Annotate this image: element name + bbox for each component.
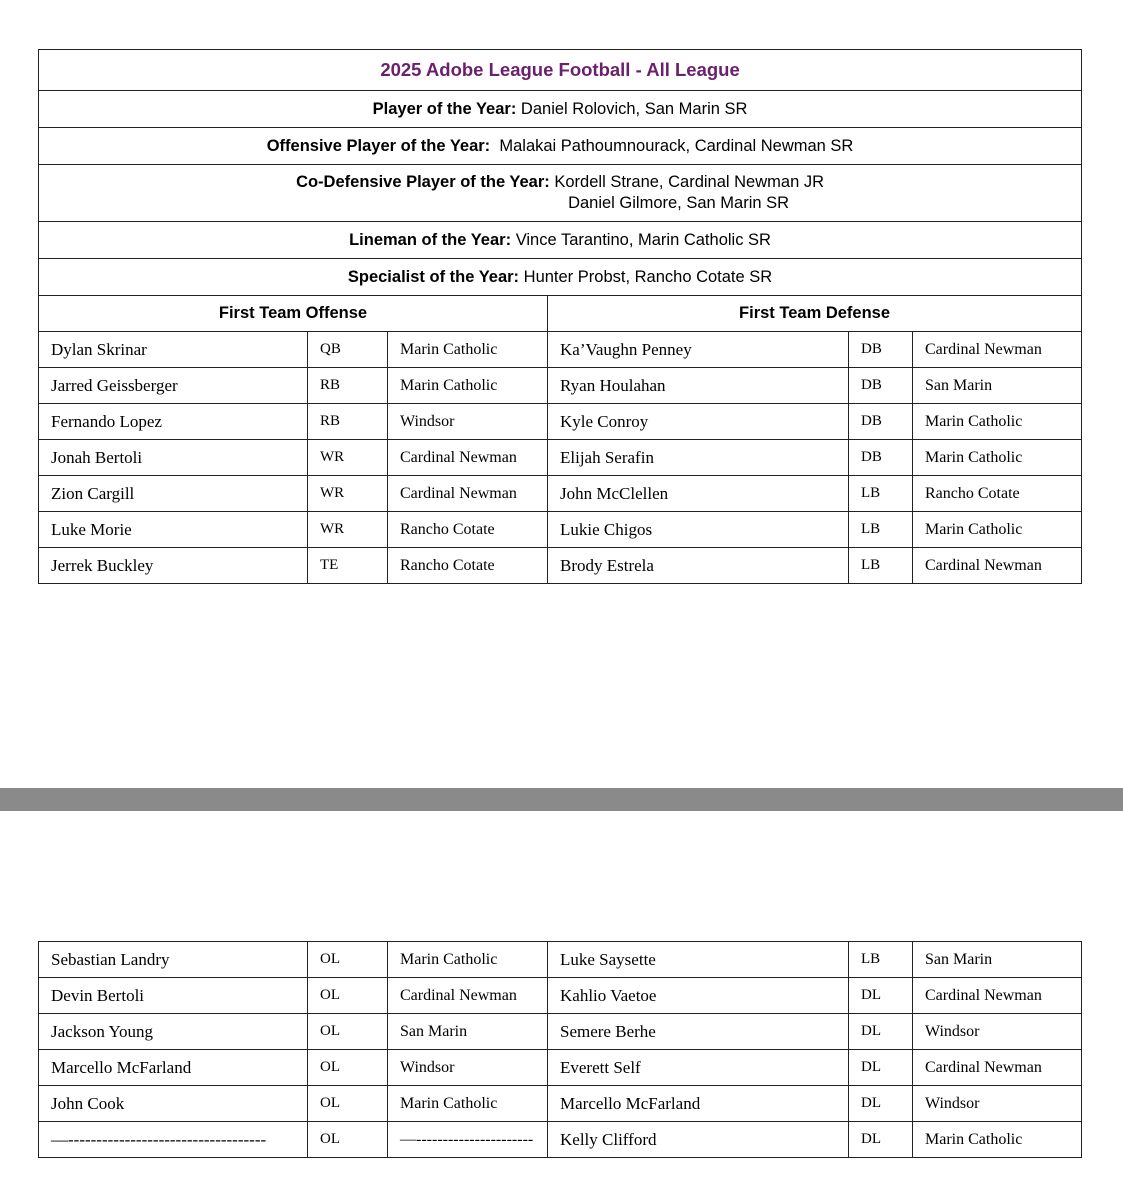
defense-player-name: Brody Estrela xyxy=(548,548,849,584)
defense-position: DL xyxy=(849,1050,913,1086)
title-row xyxy=(39,50,1082,91)
offense-school: Windsor xyxy=(388,1050,548,1086)
offense-player-name: Jonah Bertoli xyxy=(39,440,308,476)
offense-school: Marin Catholic xyxy=(388,942,548,978)
section-header-row xyxy=(39,296,1082,332)
offense-school: —---------------------- xyxy=(388,1122,548,1158)
table-row xyxy=(39,476,1082,512)
co-defensive-line-1 xyxy=(296,172,824,193)
table-row xyxy=(39,1014,1082,1050)
defense-position: LB xyxy=(849,476,913,512)
award-co-defensive-player-of-year xyxy=(39,165,1082,222)
offense-player-name: Devin Bertoli xyxy=(39,978,308,1014)
table-row xyxy=(39,368,1082,404)
defense-position: LB xyxy=(849,512,913,548)
award-value: Daniel Rolovich, San Marin SR xyxy=(520,99,748,118)
award-offensive-player-of-year xyxy=(39,128,1082,165)
award-row xyxy=(39,259,1082,296)
co-defensive-wrap xyxy=(296,172,824,214)
defense-school: San Marin xyxy=(913,368,1082,404)
offense-position: OL xyxy=(308,1050,388,1086)
page-divider xyxy=(0,788,1123,811)
offense-player-name: Marcello McFarland xyxy=(39,1050,308,1086)
table-row xyxy=(39,332,1082,368)
offense-school: Rancho Cotate xyxy=(388,512,548,548)
defense-school: Cardinal Newman xyxy=(913,1050,1082,1086)
award-row xyxy=(39,222,1082,259)
award-value: Malakai Pathoumnourack, Cardinal Newman SR xyxy=(499,136,854,155)
offense-school: Cardinal Newman xyxy=(388,476,548,512)
offense-position: WR xyxy=(308,512,388,548)
player-rows-continued xyxy=(39,942,1082,1158)
award-specialist-of-year xyxy=(39,259,1082,296)
award-label: Offensive Player of the Year: xyxy=(266,136,491,155)
offense-school: Marin Catholic xyxy=(388,1086,548,1122)
offense-player-name: Luke Morie xyxy=(39,512,308,548)
defense-player-name: Ka’Vaughn Penney xyxy=(548,332,849,368)
award-row xyxy=(39,91,1082,128)
defense-position: DB xyxy=(849,332,913,368)
defense-position: DL xyxy=(849,978,913,1014)
award-label: Player of the Year: xyxy=(372,99,517,118)
offense-position: OL xyxy=(308,942,388,978)
table-row xyxy=(39,512,1082,548)
offense-player-name: —----------------------------------- xyxy=(39,1122,308,1158)
offense-school: San Marin xyxy=(388,1014,548,1050)
defense-player-name: Lukie Chigos xyxy=(548,512,849,548)
award-label: Specialist of the Year: xyxy=(347,267,520,286)
offense-player-name: Sebastian Landry xyxy=(39,942,308,978)
defense-school: Cardinal Newman xyxy=(913,978,1082,1014)
defense-player-name: Kahlio Vaetoe xyxy=(548,978,849,1014)
defense-position: DB xyxy=(849,404,913,440)
defense-school: Cardinal Newman xyxy=(913,332,1082,368)
award-value: Hunter Probst, Rancho Cotate SR xyxy=(523,267,773,286)
defense-school: San Marin xyxy=(913,942,1082,978)
offense-player-name: John Cook xyxy=(39,1086,308,1122)
award-value: Vince Tarantino, Marin Catholic SR xyxy=(515,230,771,249)
table-row xyxy=(39,1086,1082,1122)
offense-player-name: Zion Cargill xyxy=(39,476,308,512)
offense-position: WR xyxy=(308,476,388,512)
offense-player-name: Dylan Skrinar xyxy=(39,332,308,368)
document-title: 2025 Adobe League Football - All League xyxy=(39,50,1082,91)
defense-player-name: Kyle Conroy xyxy=(548,404,849,440)
award-player-of-year xyxy=(39,91,1082,128)
award-row xyxy=(39,128,1082,165)
defense-school: Marin Catholic xyxy=(913,440,1082,476)
defense-position: DL xyxy=(849,1014,913,1050)
defense-player-name: Semere Berhe xyxy=(548,1014,849,1050)
offense-player-name: Jackson Young xyxy=(39,1014,308,1050)
table-row xyxy=(39,440,1082,476)
offense-position: QB xyxy=(308,332,388,368)
first-team-defense-header: First Team Defense xyxy=(548,296,1082,332)
all-league-table-continued xyxy=(38,941,1082,1158)
first-team-offense-header: First Team Offense xyxy=(39,296,548,332)
table-row xyxy=(39,978,1082,1014)
defense-player-name: Elijah Serafin xyxy=(548,440,849,476)
offense-school: Cardinal Newman xyxy=(388,440,548,476)
offense-school: Marin Catholic xyxy=(388,368,548,404)
defense-player-name: Everett Self xyxy=(548,1050,849,1086)
offense-position: OL xyxy=(308,1014,388,1050)
all-league-table xyxy=(38,49,1082,584)
defense-position: LB xyxy=(849,942,913,978)
defense-school: Marin Catholic xyxy=(913,1122,1082,1158)
defense-school: Marin Catholic xyxy=(913,404,1082,440)
defense-school: Windsor xyxy=(913,1086,1082,1122)
offense-school: Windsor xyxy=(388,404,548,440)
award-value-secondary: Daniel Gilmore, San Marin SR xyxy=(568,194,790,212)
table-row xyxy=(39,404,1082,440)
defense-player-name: Luke Saysette xyxy=(548,942,849,978)
player-rows xyxy=(39,332,1082,584)
defense-position: DL xyxy=(849,1086,913,1122)
award-label: Lineman of the Year: xyxy=(349,230,512,249)
top-table-body xyxy=(39,50,1082,332)
offense-position: OL xyxy=(308,1086,388,1122)
award-value: Kordell Strane, Cardinal Newman JR xyxy=(554,173,824,191)
defense-school: Rancho Cotate xyxy=(913,476,1082,512)
award-label: Co-Defensive Player of the Year: xyxy=(296,173,550,191)
offense-school: Marin Catholic xyxy=(388,332,548,368)
offense-position: RB xyxy=(308,368,388,404)
offense-school: Cardinal Newman xyxy=(388,978,548,1014)
defense-player-name: John McClellen xyxy=(548,476,849,512)
table-row xyxy=(39,548,1082,584)
defense-school: Cardinal Newman xyxy=(913,548,1082,584)
offense-position: WR xyxy=(308,440,388,476)
offense-player-name: Jarred Geissberger xyxy=(39,368,308,404)
defense-school: Windsor xyxy=(913,1014,1082,1050)
defense-player-name: Ryan Houlahan xyxy=(548,368,849,404)
offense-player-name: Jerrek Buckley xyxy=(39,548,308,584)
offense-position: OL xyxy=(308,1122,388,1158)
offense-player-name: Fernando Lopez xyxy=(39,404,308,440)
defense-school: Marin Catholic xyxy=(913,512,1082,548)
table-row xyxy=(39,1122,1082,1158)
defense-position: LB xyxy=(849,548,913,584)
offense-position: OL xyxy=(308,978,388,1014)
award-lineman-of-year xyxy=(39,222,1082,259)
defense-player-name: Marcello McFarland xyxy=(548,1086,849,1122)
award-row xyxy=(39,165,1082,222)
offense-position: TE xyxy=(308,548,388,584)
offense-school: Rancho Cotate xyxy=(388,548,548,584)
defense-position: DB xyxy=(849,368,913,404)
table-row xyxy=(39,1050,1082,1086)
defense-position: DB xyxy=(849,440,913,476)
offense-position: RB xyxy=(308,404,388,440)
table-row xyxy=(39,942,1082,978)
defense-player-name: Kelly Clifford xyxy=(548,1122,849,1158)
defense-position: DL xyxy=(849,1122,913,1158)
